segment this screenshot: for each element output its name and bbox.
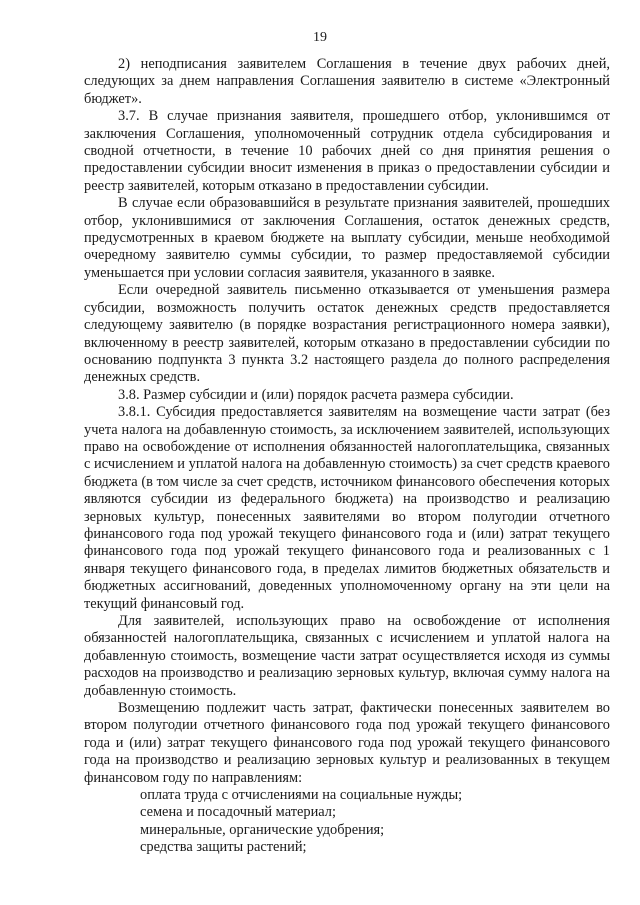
list-item-plant-protection: средства защиты растений; <box>140 839 307 856</box>
page-number: 19 <box>313 30 327 45</box>
paragraph-3-8-1: 3.8.1. Субсидия предоставляется заявителям на возмещение части затрат (без учета налога на добавленную стоимость, за исключением заявителей, использующих право на освобождение от исполнения обязанностей налогоплательщика, связанных с исчислением и уплатой налога на добавленную стоимость) за счет средств краевого бюджета (в том числе за счет средств, источником финансового обеспечения которых являются субсидии из федерального бюджета) на производство и реализацию зерновых культур, понесенных заявителями во втором полугодии отчетного финансового года под урожай текущего финансового года и (или) затрат текущего финансового года под урожай текущего финансового года и реализованных с 1 января текущего финансового года, в пределах лимитов бюджетных обязательств и бюджетных ассигнований, доведенных уполномоченному органу на эти цели на текущий финансовый год. <box>84 404 610 612</box>
paragraph-vat-exempt: Для заявителей, использующих право на освобождение от исполнения обязанностей налогоплательщика, связанных с исчислением и уплатой налога на добавленную стоимость, возмещение части затрат осуществляется исходя из суммы расходов на производство и реализацию зерновых культур, включая сумму налога на добавленную стоимость. <box>84 613 610 699</box>
paragraph-3-8: 3.8. Размер субсидии и (или) порядок расчета размера субсидии. <box>118 386 514 403</box>
list-item-fertilizers: минеральные, органические удобрения; <box>140 821 385 838</box>
document-body <box>84 56 610 857</box>
paragraph-3-7: 3.7. В случае признания заявителя, прошедшего отбор, уклонившимся от заключения Соглашения, уполномоченный сотрудник отдела субсидирования и сводной отчетности, в течение 10 рабочих дней со дня принятия решения о предоставлении субсидии вносит изменения в приказ о предоставлении субсидии и реестр заявителей, которым отказано в предоставлении субсидии. <box>84 108 610 194</box>
paragraph-refusal: Если очередной заявитель письменно отказывается от уменьшения размера субсидии, возможность получить остаток денежных средств предоставляется следующему заявителю (в порядке возрастания регистрационного номера заявки), включенному в реестр заявителей, которым отказано в предоставлении субсидии по основанию подпункта 3 пункта 3.2 настоящего раздела до полного распределения денежных средств. <box>84 282 610 386</box>
paragraph-remaining-funds: В случае если образовавшийся в результате признания заявителей, прошедших отбор, уклонившимися от заключения Соглашения, остаток денежных средств, предусмотренных в краевом бюджете на выплату субсидии, меньше необходимой очередному заявителю суммы субсидии, то размер предоставляемой субсидии уменьшается при условии согласия заявителя, указанного в заявке. <box>84 195 610 281</box>
paragraph-unsigned-agreement: 2) неподписания заявителем Соглашения в течение двух рабочих дней, следующих за днем направления Соглашения заявителю в системе «Электронный бюджет». <box>84 56 610 107</box>
paragraph-reimbursable-costs: Возмещению подлежит часть затрат, фактически понесенных заявителем во втором полугодии отчетного финансового года под урожай текущего финансового года и (или) затрат текущего финансового года под урожай текущего финансового года на производство и реализацию зерновых культур и реализованных в текущем финансовом году по направлениям: <box>84 700 610 786</box>
list-item-labor: оплата труда с отчислениями на социальные нужды; <box>140 787 463 804</box>
list-item-seeds: семена и посадочный материал; <box>140 804 336 821</box>
